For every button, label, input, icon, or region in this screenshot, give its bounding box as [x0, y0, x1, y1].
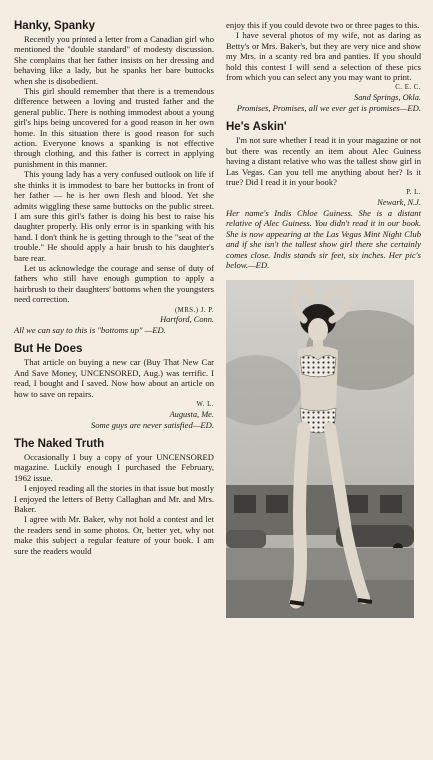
letter-hanky-spanky — [14, 20, 214, 339]
letter-but-he-does — [14, 339, 214, 434]
letter-hes-askin — [226, 117, 421, 274]
editor-reply: Her name's Indis Chloe Guiness. She is a distant relative of Alec Guiness. You didn't read it in our book. She is now appearing at the Las Vegas Mint Night Club and if she isn't the tallest show girl there she certainly comes close. Indis stands sir feet, six inches. Her pic's below.—ED. — [226, 207, 421, 270]
letter-headline: But He Does — [14, 343, 83, 356]
right-column — [226, 20, 421, 750]
editor-reply: All we can say to this is "bottoms up" —ED. — [14, 325, 166, 336]
letter-paragraph: This young lady has a very confused outlook on life if she thinks it is immodest to bare her buttocks in front of her father — he is her own flesh and blood. Yet she admits wiggling these same buttocks on the public street. I am sure this girl's father is doing his best to raise his daughter properly. His only error is in spanking with his hand. I don't think he is getting through to the "seat of the trouble." He should apply a hair brush to his daughter's bare rear. — [14, 169, 214, 263]
letter-headline: The Naked Truth — [14, 438, 105, 450]
letter-paragraph: Occasionally I buy a copy of your UNCENSORED magazine. Luckily enough I purchased the February, 1962 issue. — [14, 452, 214, 483]
letter-place: Sand Springs, Okla. — [354, 92, 421, 102]
letter-signature: (MRS.) J. P. — [174, 306, 214, 314]
letter-place: Hartford, Conn. — [160, 315, 214, 325]
editor-reply: Promises, Promises, all we ever get is promises—ED. — [236, 102, 421, 113]
letter-naked-truth-continued — [226, 20, 421, 117]
letter-paragraph: That article on buying a new car (Buy That New Car And Save Money, UNCENSORED, Aug.) was terrific. I read, I bought and I saved. Now how about an article on how to save on repairs. — [14, 357, 214, 399]
letter-place: Newark, N.J. — [377, 197, 421, 207]
letter-paragraph: I agree with Mr. Baker, why not hold a contest and let the readers send in some photos. Or, better yet, why not make this subject a regular feature of your book. I am sure the readers would — [14, 514, 214, 556]
letter-headline: He's Askin' — [226, 121, 287, 134]
letter-signature: W. L. — [196, 401, 214, 409]
showgirl-photo — [226, 280, 414, 618]
letter-paragraph: enjoy this if you could devote two or three pages to this. — [226, 20, 420, 30]
letter-paragraph: I'm not sure whether I read it in your magazine or not but there was recently an item about Alec Guiness having a distant relative who was the tallest show girl in Las Vegas. Can you tell me anything about her? Is it true? Did I read it in your book? — [226, 135, 421, 187]
editor-reply: Some guys are never satisfied—ED. — [90, 419, 214, 430]
letter-paragraph: Let us acknowledge the courage and sense of duty of fathers who still have enough gumption to apply a hairbrush to their daughters' bottoms when the youngsters need correction. — [14, 262, 214, 305]
letter-paragraph: This girl should remember that there is a tremendous difference between a loving and trusted father and the general public. There is nothing immodest about a young girl's hips being uncovered for a good reason in her own home. In this situation there is good reason for such action. Everyone knows a spanking is not effective through clothing, and this father is correct in applying punishment in this manner. — [14, 86, 214, 169]
left-column — [14, 20, 214, 750]
letter-paragraph: Recently you printed a letter from a Canadian girl who mentioned the "double standard" of modesty discussion. She complains that her father insists on her dressing and behaving like a lady, but he spanks her bare buttocks when she is disobedient. — [14, 34, 214, 86]
letter-place: Augusta, Me. — [169, 409, 214, 419]
letter-headline: Hanky, Spanky — [14, 20, 95, 32]
letter-naked-truth — [14, 434, 214, 556]
letter-signature: C. E. C. — [395, 84, 421, 92]
letter-paragraph: I have several photos of my wife, not as daring as Betty's or Mrs. Baker's, but they are very nice and show my Mrs. in a scanty red bra and panties. If you should hold this contest I will send a selection of these pics from which you can select any you may want to print. — [226, 30, 421, 83]
letter-signature: P. L. — [406, 189, 421, 197]
letter-paragraph: I enjoyed reading all the stories in that issue but mostly I enjoyed the letters of Betty Callaghan and Mr. and Mrs. Baker. — [14, 483, 214, 515]
photo-figure-icon — [226, 280, 414, 618]
